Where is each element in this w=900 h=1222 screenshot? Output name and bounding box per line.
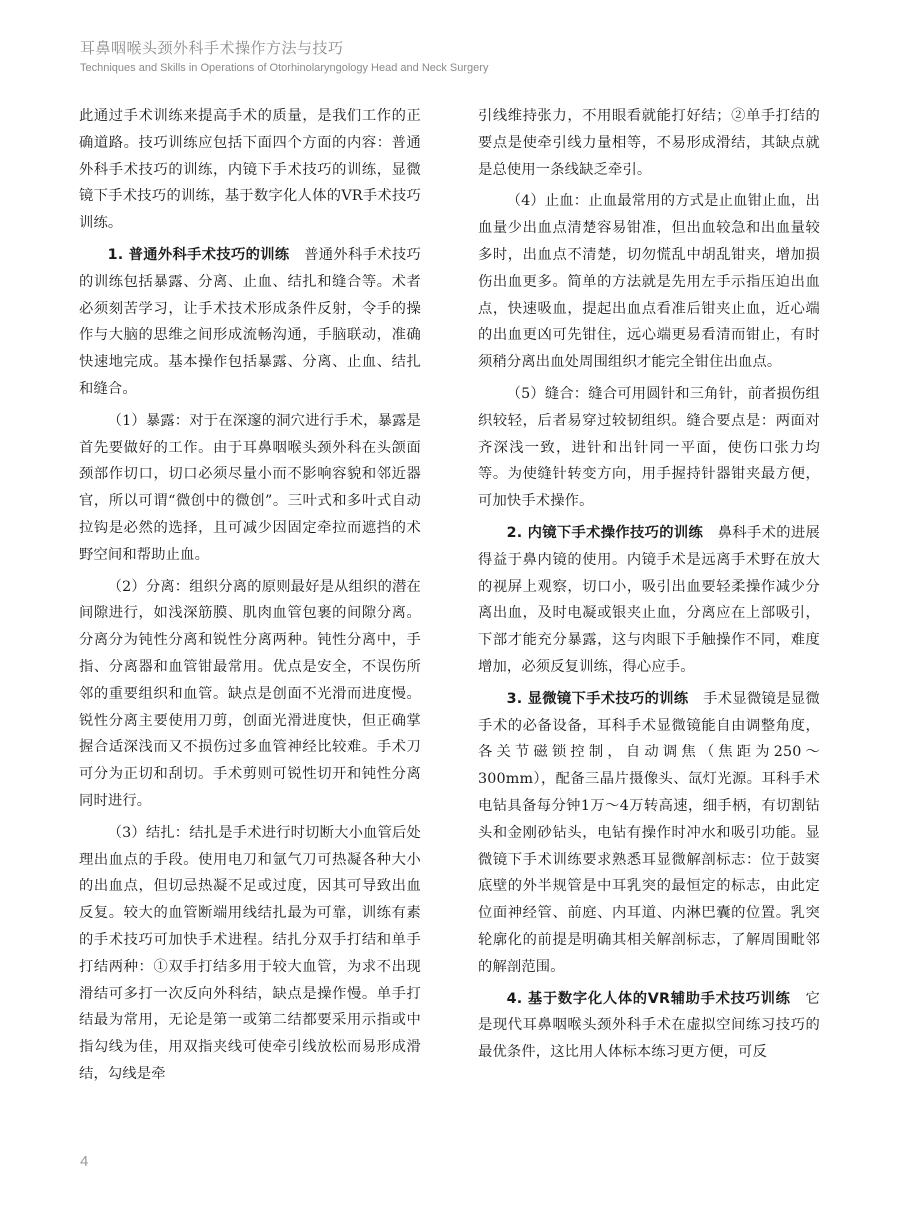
paragraph: （4）止血：止血最常用的方式是止血钳止血，出血量少出血点清楚容易钳准，但出血较急和出血量较多时，出血点不清楚，切勿慌乱中胡乱钳夹，增加损伤出血更多。简单的方法就是先用左手示指压迫出血点，快速吸血，提起出血点看准后钳夹止血，近心端的出血更凶可先钳住，远心端更易看清而钳止，有时须稍分离出血处周围组织才能完全钳住出血点。 (478, 193, 820, 371)
paragraph: 此通过手术训练来提高手术的质量，是我们工作的正确道路。技巧训练应包括下面四个方面的内容：普通外科手术技巧的训练，内镜下手术技巧的训练，显微镜下手术技巧的训练，基于数字化人体的VR手术技巧训练。 (79, 108, 421, 232)
section-body: 它是现代耳鼻咽喉头颈外科手术在虚拟空间练习技巧的最优条件，这比用人体标本练习更方便，可反 (478, 990, 820, 1061)
left-column (79, 103, 421, 1088)
running-header (80, 38, 840, 75)
paragraph: （3）结扎：结扎是手术进行时切断大小血管后处理出血点的手段。使用电刀和氩气刀可热凝各种大小的出血点，但切忌热凝不足或过度，因其可导致出血反复。较大的血管断端用线结扎最为可靠，训练有素的手术技巧可加快手术进程。结扎分双手打结和单手打结两种：①双手打结多用于较大血管，为求不出现滑结可多打一次反向外科结，缺点是操作慢。单手打结最为常用，无论是第一或第二结都要采用示指或中指勾线为佳，用双指夹线可使牵引线放松而易形成滑结，勾线是牵 (79, 824, 421, 1082)
section-heading: 1. 普通外科手术技巧的训练 (107, 246, 290, 263)
paragraph-section-2 (478, 520, 820, 681)
section-heading: 2. 内镜下手术操作技巧的训练 (506, 524, 704, 541)
paragraph: （2）分离：组织分离的原则最好是从组织的潜在间隙进行，如浅深筋膜、肌肉血管包裹的间隙分离。分离分为钝性分离和锐性分离两种。钝性分离中，手指、分离器和血管钳最常用。优点是安全，不误伤所邻的重要组织和血管。缺点是创面不光滑而进度慢。锐性分离主要使用刀剪，创面光滑进度快，但正确掌握合适深浅而又不损伤过多血管神经比较难。手术刀可分为正切和刮切。手术剪则可锐性切开和钝性分离同时进行。 (79, 578, 421, 809)
section-heading: 3. 显微镜下手术技巧的训练 (506, 690, 689, 707)
running-header-title-en: Techniques and Skills in Operations of Otorhinolaryngology Head and Neck Surgery (80, 62, 489, 74)
section-body: 鼻科手术的进展得益于鼻内镜的使用。内镜手术是远离手术野在放大的视屏上观察，切口小，吸引出血要轻柔操作减少分离出血，及时电凝或银夹止血，分离应在上部吸引，下部才能充分暴露，这与肉眼下手触操作不同，难度增加，必须反复训练，得心应手。 (478, 524, 821, 675)
right-column (478, 103, 820, 1066)
running-header-title-cn: 耳鼻咽喉头颈外科手术操作方法与技巧 (80, 39, 344, 57)
section-heading: 4. 基于数字化人体的VR辅助手术技巧训练 (506, 990, 791, 1007)
paragraph: （1）暴露：对于在深邃的洞穴进行手术，暴露是首先要做好的工作。由于耳鼻咽喉头颈外科在头颌面颈部作切口，切口必须尽量小而不影响容貌和邻近器官，所以可谓“微创中的微创”。三叶式和多叶式自动拉钩是必然的选择，且可减少因固定牵拉而遮挡的术野空间和帮助止血。 (79, 412, 421, 563)
section-body: 手术显微镜是显微手术的必备设备，耳科手术显微镜能自由调整角度，各关节磁锁控制，自动调焦（焦距为250～300mm），配备三晶片摄像头、氙灯光源。耳科手术电钻具备每分钟1万～4万转高速，细手柄，有切割钻头和金刚砂钻头，电钻有操作时冲水和吸引功能。显微镜下手术训练要求熟悉耳显微解剖标志：位于鼓窦底壁的外半规管是中耳乳突的最恒定的标志，由此定位面神经管、前庭、内耳道、内淋巴囊的位置。乳突轮廓化的前提是明确其相关解剖标志，了解周围毗邻的解剖范围。 (478, 690, 820, 975)
paragraph: 引线维持张力，不用眼看就能打好结；②单手打结的要点是使牵引线力量相等，不易形成滑结，其缺点就是总使用一条线缺乏牵引。 (478, 108, 820, 178)
paragraph: （5）缝合：缝合可用圆针和三角针，前者损伤组织较轻，后者易穿过较韧组织。缝合要点是：两面对齐深浅一致，进针和出针同一平面，使伤口张力均等。为使缝针转变方向，用手握持针器钳夹最方便，可加快手术操作。 (478, 385, 820, 510)
section-body: 普通外科手术技巧的训练包括暴露、分离、止血、结扎和缝合等。术者必须刻苦学习，让手术技术形成条件反射，令手的操作与大脑的思维之间形成流畅沟通，手脑联动，准确快速地完成。基本操作包括暴露、分离、止血、结扎和缝合。 (79, 246, 421, 397)
paragraph-section-3 (478, 686, 820, 981)
paragraph-section-1 (79, 242, 421, 403)
page-number: 4 (80, 1153, 89, 1170)
paragraph-section-4 (478, 986, 820, 1066)
